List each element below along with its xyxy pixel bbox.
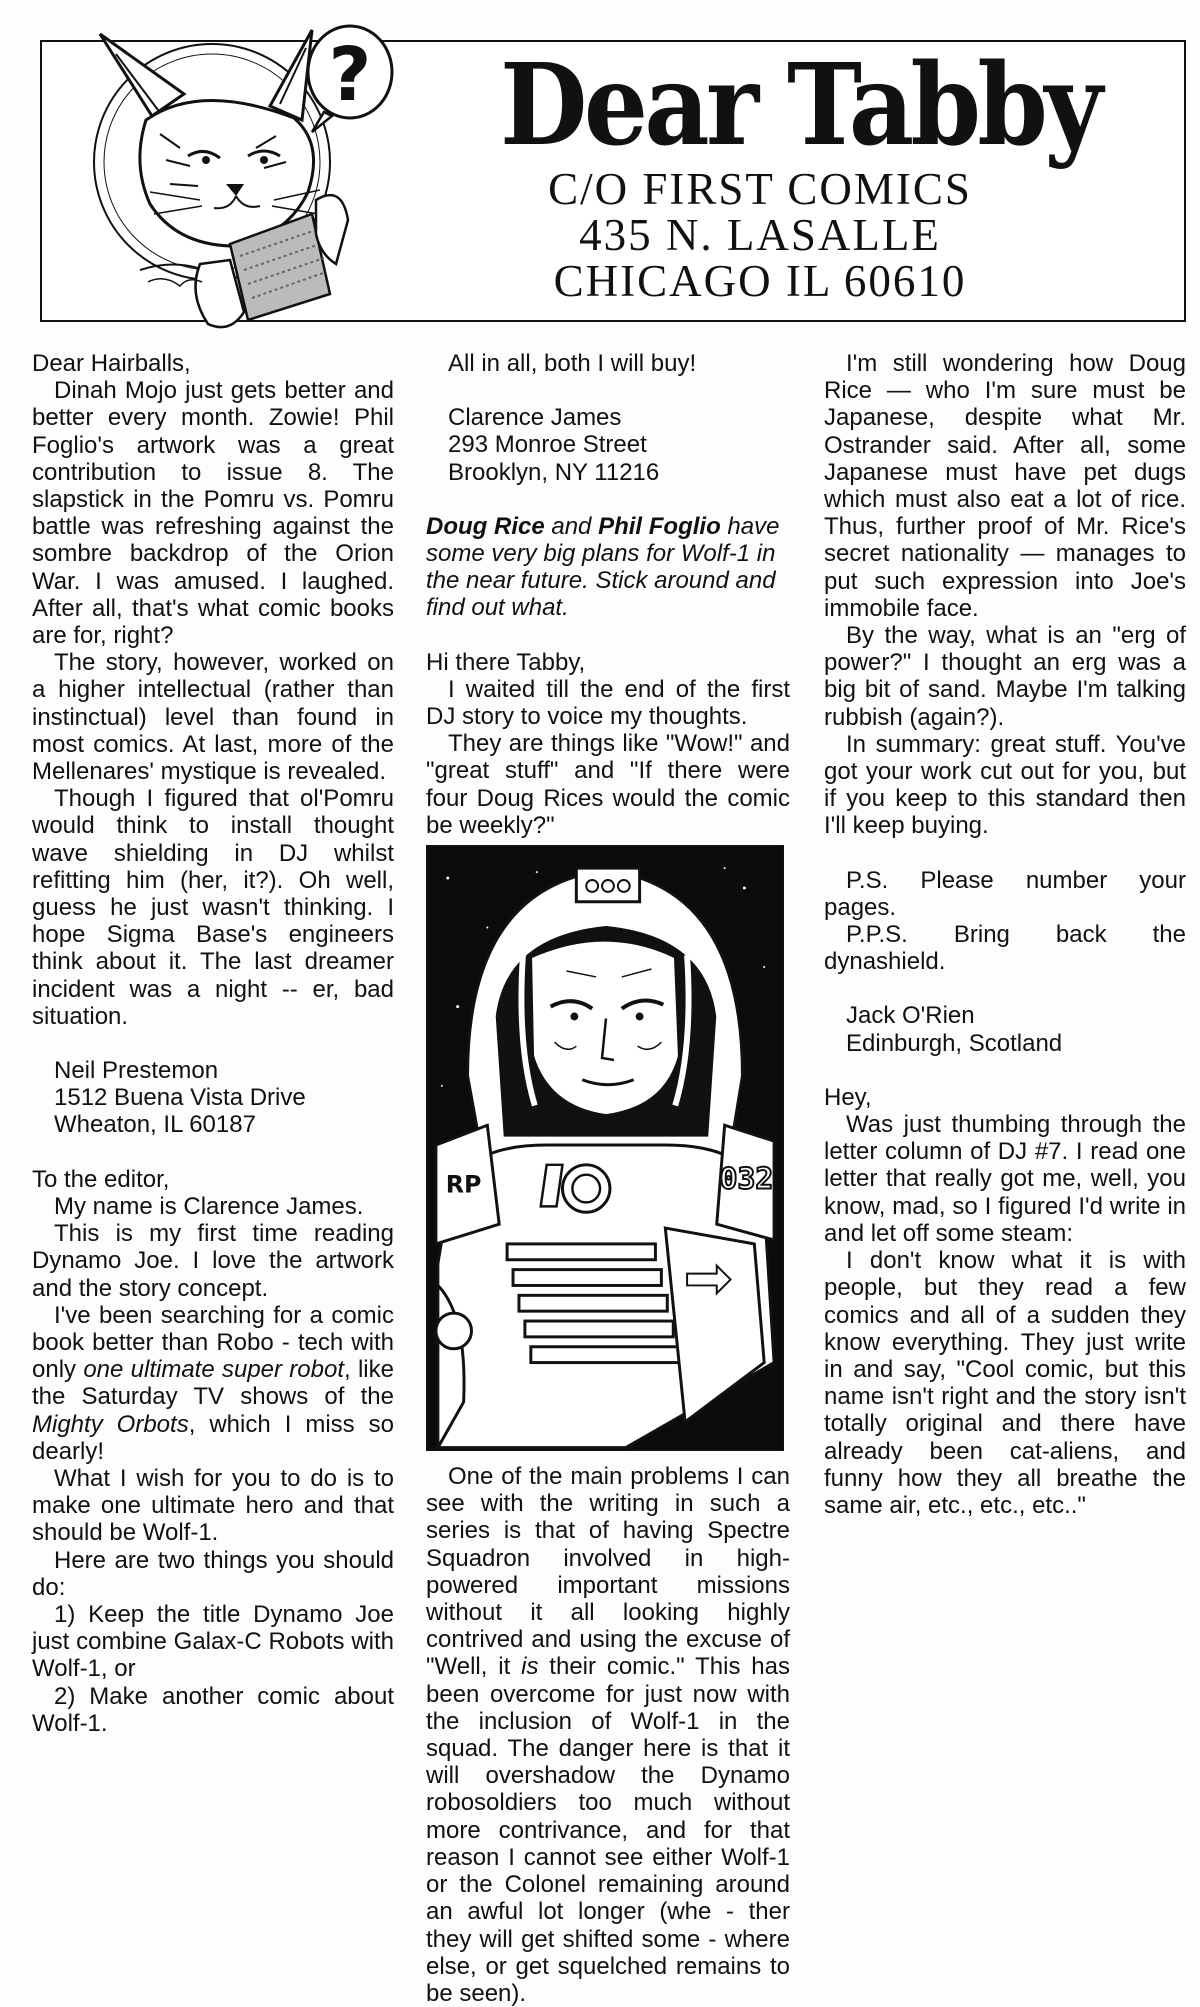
letter-3-pps: P.P.S. Bring back the dynashield. bbox=[824, 921, 1186, 976]
column-1 bbox=[32, 350, 394, 1737]
letter-3-paragraph: I waited till the end of the first DJ story to voice my thoughts. bbox=[426, 675, 790, 731]
address-line-2: 435 N. LASALLE bbox=[579, 210, 941, 260]
letter-2-signature-name: Clarence James bbox=[448, 404, 622, 432]
shoulder-marking: RP bbox=[445, 1170, 482, 1199]
letter-2-list-item: 2) Make another comic about Wolf-1. bbox=[32, 1682, 394, 1737]
editor-reply: Doug Rice and Phil Foglio have some very big plans for Wolf-1 in the near future. Stick around and find out what. bbox=[426, 512, 780, 622]
letter-3-paragraph: One of the main problems I can see with the writing in such a series is that of having Spectre Squadron involved in high-powered important missions without it all looking highly contrived and using the excuse of "Well, it is their comic." This has been overcome for just now with the inclusion of Wolf-1 in the squad. The danger here is that it will overshadow the Dynamo robosoldiers too much without more contrivance, and for that reason I cannot see either Wolf-1 or the Colonel remaining around an awful lot longer (whe - ther they will get shifted some - where else, or get squelched remains to be seen). bbox=[426, 1463, 790, 2007]
letter-2-list-item: 1) Keep the title Dynamo Joe just combine Galax-C Robots with Wolf-1, or bbox=[32, 1600, 394, 1683]
robot-illustration-panel bbox=[426, 845, 784, 1451]
letter-3-signature-city: Edinburgh, Scotland bbox=[846, 1029, 1063, 1057]
cat-mascot-illustration bbox=[80, 24, 420, 346]
letter-3-paragraph: In summary: great stuff. You've got your work cut out for you, but if you keep to this standard then I'll keep buying. bbox=[824, 730, 1186, 840]
letter-1-paragraph: The story, however, worked on a higher intellectual (rather than instinctual) level than found in most comics. At last, more of the Mellenares' mystique is revealed. bbox=[32, 649, 394, 786]
letter-1-signature-street: 1512 Buena Vista Drive bbox=[54, 1084, 306, 1112]
letter-1-signature-city: Wheaton, IL 60187 bbox=[54, 1111, 256, 1139]
letter-2-paragraph: Here are two things you should do: bbox=[32, 1546, 394, 1601]
address-line-1: C/O FIRST COMICS bbox=[548, 164, 972, 214]
letter-1-signature-name: Neil Prestemon bbox=[54, 1057, 219, 1085]
letter-1-paragraph: Dinah Mojo just gets better and better every month. Zowie! Phil Foglio's artwork was a great contribution to issue 8. The slapstick in the Pomru vs. Pomru battle was refreshing against the sombre backdrop of the Orion War. I was amused. I laughed. After all, that's what comic books are for, right? bbox=[32, 377, 394, 650]
letter-2-paragraph: This is my first time reading Dynamo Joe. I love the artwork and the story concept. bbox=[32, 1220, 394, 1302]
column-2 bbox=[426, 350, 790, 2007]
address-line-3: CHICAGO IL 60610 bbox=[553, 256, 967, 306]
letter-3-ps: P.S. Please number your pages. bbox=[824, 866, 1186, 921]
letter-2-paragraph: I've been searching for a comic book better than Robo - tech with only one ultimate super robot, like the Saturday TV shows of the Mighty Orbots, which I miss so dearly! bbox=[32, 1301, 394, 1465]
column-3 bbox=[824, 350, 1186, 1519]
letter-4-paragraph: Was just thumbing through the letter column of DJ #7. I read one letter that really got me, well, you know, mad, so I figured I'd write in and let off some steam: bbox=[824, 1111, 1186, 1247]
question-mark-bubble: ? bbox=[328, 32, 372, 118]
letter-2-paragraph: All in all, both I will buy! bbox=[448, 350, 697, 377]
letter-3-paragraph: They are things like "Wow!" and "great stuff" and "If there were four Doug Rices would the comic be weekly?" bbox=[426, 730, 790, 839]
letter-2-signature-city: Brooklyn, NY 11216 bbox=[448, 458, 660, 486]
letter-1-paragraph: Though I figured that ol'Pomru would think to install thought wave shielding in DJ whilst refitting him (her, it?). Oh well, guess he just wasn't thinking. I hope Sigma Base's engineers think about it. The last dreamer incident was a night -- er, bad situation. bbox=[32, 785, 394, 1030]
letter-4-salutation: Hey, bbox=[824, 1083, 872, 1111]
letter-2-signature-street: 293 Monroe Street bbox=[448, 431, 647, 459]
letter-4-paragraph: I don't know what it is with people, but they read a few comics and all of a sudden they know everything. They just write in and say, "Cool comic, but this name isn't right and the story isn't totally original and there have already been cat-aliens, and funny how they all breathe the same air, etc., etc., etc.." bbox=[824, 1247, 1186, 1519]
letter-2-salutation: To the editor, bbox=[32, 1165, 170, 1193]
letter-2-paragraph: What I wish for you to do is to make one ultimate hero and that should be Wolf-1. bbox=[32, 1464, 394, 1547]
letter-1-salutation: Dear Hairballs, bbox=[32, 350, 191, 377]
letter-3-signature-name: Jack O'Rien bbox=[846, 1002, 975, 1030]
page-title: Dear Tabby bbox=[500, 40, 1100, 171]
letter-2-paragraph: My name is Clarence James. bbox=[54, 1192, 364, 1220]
letter-3-paragraph: By the way, what is an "erg of power?" I thought an erg was a big bit of sand. Maybe I'm talking rubbish (again?). bbox=[824, 622, 1186, 731]
letter-3-salutation: Hi there Tabby, bbox=[426, 648, 586, 676]
letter-3-paragraph: I'm still wondering how Doug Rice — who I'm sure must be Japanese, despite what Mr. Ostrander said. After all, some Japanese must have pet dugs which must also eat a lot of rice. Thus, further proof of Mr. Rice's secret nationality — manages to put such expression into Joe's immobile face. bbox=[824, 350, 1186, 622]
chest-number-marking: 032 bbox=[719, 1160, 774, 1196]
